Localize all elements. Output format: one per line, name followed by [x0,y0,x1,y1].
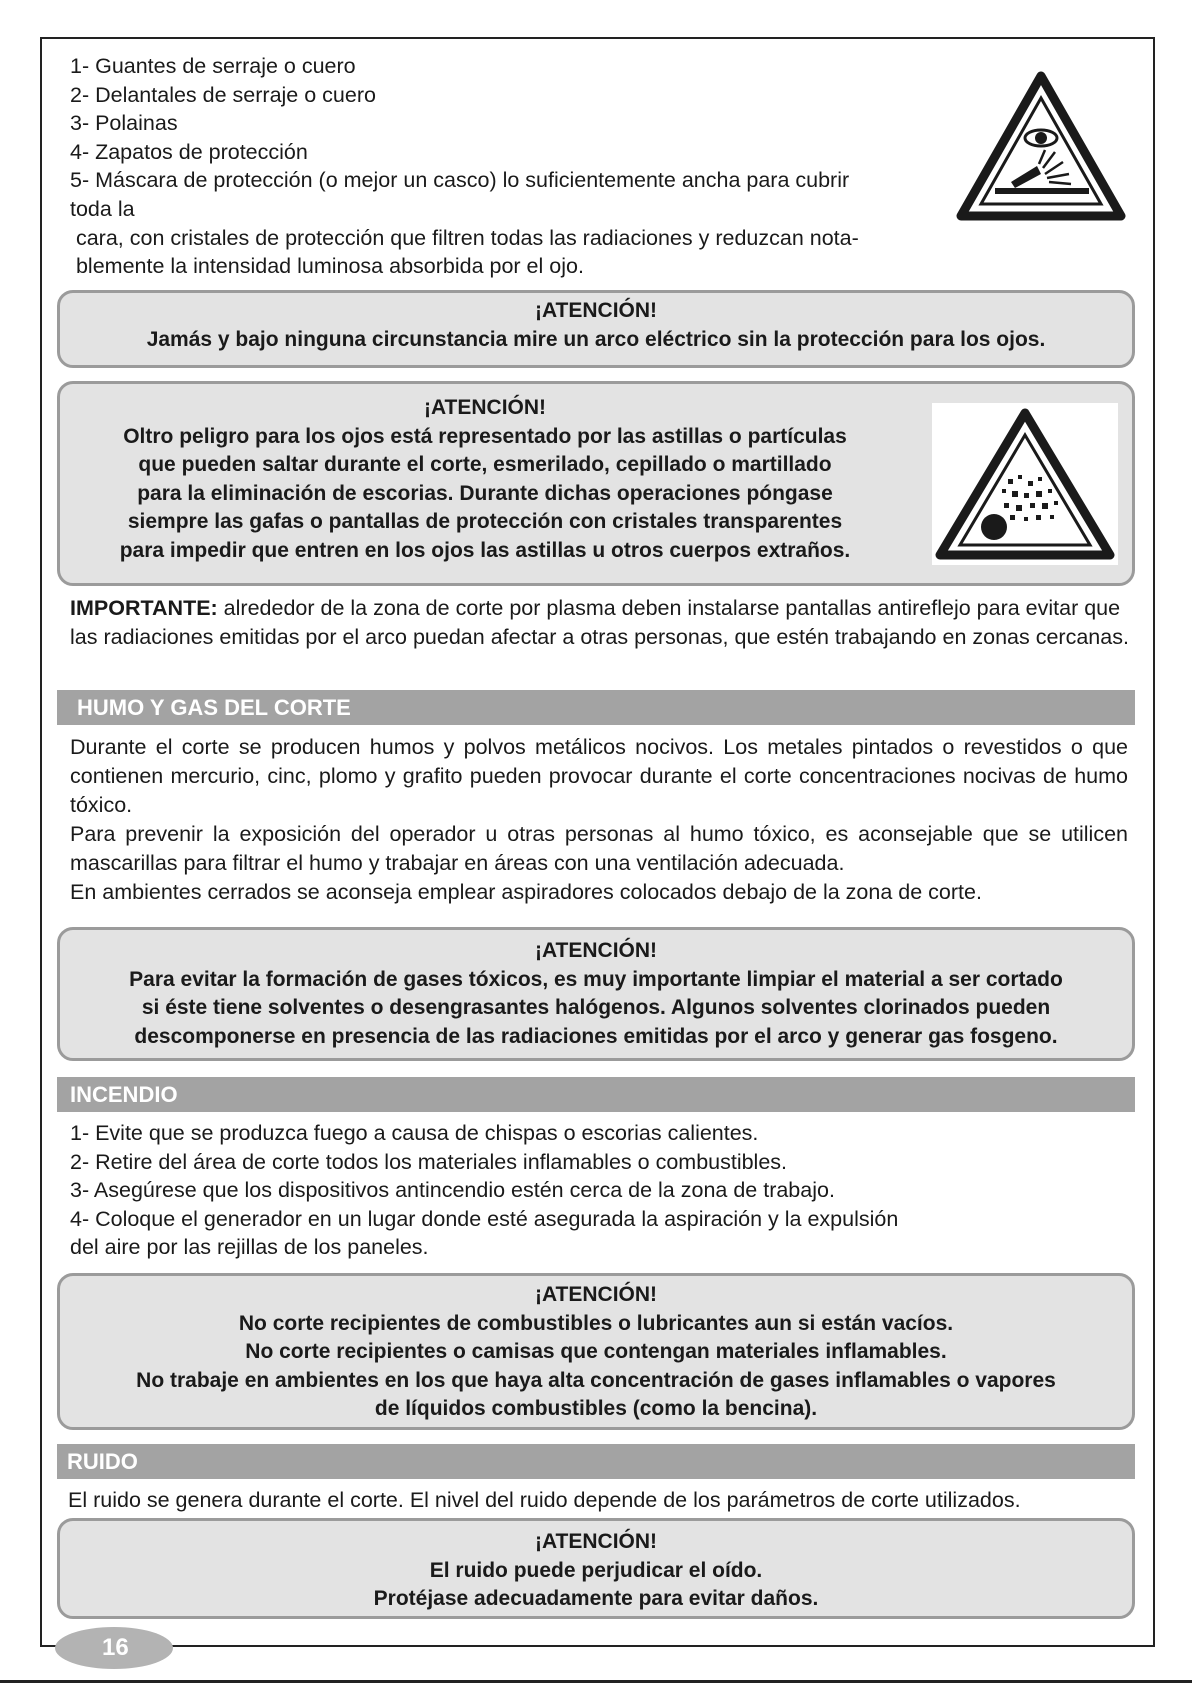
attention-box-eyes [57,290,1135,368]
attention-title: ¡ATENCIÓN! [534,299,658,322]
paragraph: Durante el corte se producen humos y polvos metálicos nocivos. Los metales pintados o revestidos o que contienen mercurio, cinc, plomo y grafito pueden provocar durante el corte concentraciones nocivas de humo tóxico. [70,735,1128,817]
list-item: 1- Evite que se produzca fuego a causa de chispas o escorias calientes. [70,1121,759,1145]
humo-text [70,733,1128,907]
attention-title: ¡ATENCIÓN! [423,396,547,419]
list-item: 4- Zapatos de protección [70,139,308,164]
attention-line: No corte recipientes o camisas que contengan materiales inflamables. [245,1340,947,1363]
list-item: 2- Delantales de serraje o cuero [70,82,376,107]
list-item: 5- Máscara de protección (o mejor un casco) lo suficientemente ancha para cubrir [70,168,850,193]
attention-box-noise [57,1518,1135,1619]
eye-spark-warning-icon [955,70,1127,222]
attention-title: ¡ATENCIÓN! [534,1283,658,1306]
ruido-text: El ruido se genera durante el corte. El nivel del ruido depende de los parámetros de corte utilizados. [68,1488,1021,1512]
ppe-list [70,52,859,281]
list-item: del aire por las rejillas de los paneles. [70,1235,429,1260]
important-label: IMPORTANTE: [70,596,218,620]
attention-line: No trabaje en ambientes en los que haya alta concentración de gases inflamables o vapores [136,1368,1056,1392]
list-item: toda la [70,196,135,221]
attention-line: si éste tiene solventes o desengrasantes halógenos. Algunos solventes clorinados pueden [141,996,1051,1019]
list-item: blemente la intensidad luminosa absorbida por el ojo. [70,254,584,279]
attention-line: descomponerse en presencia de las radiaciones emitidas por el arco y generar gas fosgeno. [134,1024,1058,1048]
attention-line: para impedir que entren en los ojos las astillas u otros cuerpos extraños. [119,538,851,562]
list-item: 1- Guantes de serraje o cuero [70,54,356,78]
list-item: 3- Polainas [70,111,178,136]
list-item: cara, con cristales de protección que filtren todas las radiaciones y reduzcan nota- [70,225,859,250]
list-item: 2- Retire del área de corte todos los materiales inflamables o combustibles. [70,1149,788,1174]
attention-box-fire [57,1273,1135,1430]
attention-line: Oltro peligro para los ojos está representado por las astillas o partículas [123,424,847,448]
bottom-rule [0,1680,1192,1683]
attention-line: Para evitar la formación de gases tóxicos, es muy importante limpiar el material a ser cortado [129,967,1063,991]
section-header-ruido: RUIDO [57,1444,1135,1479]
list-item: 3- Asegúrese que los dispositivos antincendio estén cerca de la zona de trabajo. [70,1178,835,1203]
attention-line: para la eliminación de escorias. Durante dichas operaciones póngase [137,481,833,505]
attention-line: siempre las gafas o pantallas de protección con cristales transparentes [127,510,843,533]
incendio-list [70,1119,898,1262]
attention-line: que pueden saltar durante el corte, esmerilado, cepillado o martillado [138,453,832,476]
attention-line: Jamás y bajo ninguna circunstancia mire un arco eléctrico sin la protección para los ojos. [146,327,1046,351]
attention-line: No corte recipientes de combustibles o lubricantes aun si están vacíos. [238,1311,954,1335]
attention-title: ¡ATENCIÓN! [534,1530,658,1553]
paragraph: En ambientes cerrados se aconseja emplear aspiradores colocados debajo de la zona de corte. [70,880,982,904]
attention-line: El ruido puede perjudicar el oído. [429,1558,763,1582]
list-item: 4- Coloque el generador en un lugar donde esté asegurada la aspiración y la expulsión [70,1206,899,1231]
attention-title: ¡ATENCIÓN! [534,939,658,962]
attention-line: de líquidos combustibles (como la bencina). [374,1397,818,1420]
attention-box-toxic-gas [57,927,1135,1061]
section-header-humo: HUMO Y GAS DEL CORTE [57,690,1135,725]
important-paragraph [70,594,1130,652]
paragraph: Para prevenir la exposición del operador u otras personas al humo tóxico, es aconsejable que se utilicen mascarillas para filtrar el humo y trabajar en áreas con una ventilación adecuada. [70,822,1128,875]
flying-particles-warning-icon [932,403,1118,565]
important-text: alrededor de la zona de corte por plasma deben instalarse pantallas antireflejo para evitar que las radiaciones emitidas por el arco puedan afectar a otras personas, que estén trabajando en zonas cercanas. [70,596,1129,649]
section-header-incendio: INCENDIO [57,1077,1135,1112]
attention-line: Protéjase adecuadamente para evitar daños. [373,1587,819,1610]
page-number: 16 [55,1627,173,1669]
